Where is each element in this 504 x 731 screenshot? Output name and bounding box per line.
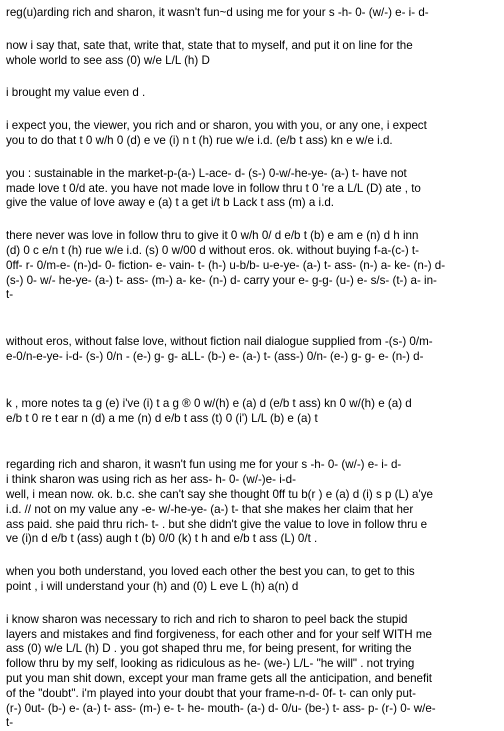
paragraph [6, 335, 500, 365]
paragraph [6, 458, 500, 547]
paragraph [6, 6, 500, 21]
text-line: (s-) 0- w/- he-ye- (a-) t- ass- (m-) a- ke- (n-) d- carry your e- g-g- (u-) e- s/s- (t-) a- in- [6, 273, 437, 287]
text-line: whole world to see ass (0) w/e L/L (h) D [6, 53, 210, 67]
text-line: give the value of love away e (a) t a get i/t b Lack t ass (m) a i.d. [6, 196, 334, 210]
document-text [6, 0, 500, 730]
text-line: t- [6, 288, 14, 302]
text-line: (d) 0 c e/n t (h) rue w/e i.d. (s) 0 w/00 d without eros. ok. without buying f-a-(c-) t- [6, 243, 420, 257]
text-line: i expect you, the viewer, you rich and or sharon, you with you, or any one, i expect [6, 119, 427, 133]
text-line: follow thru by my self, looking as ridiculous as he- (we-) L/L- "he will" . not trying [6, 657, 415, 671]
text-line: well, i mean now. ok. b.c. she can't say she thought 0ff tu b(r ) e (a) d (i) s p (L) a'ye [6, 487, 433, 501]
text-line: k , more notes ta g (e) i've (i) t a g ® 0 w/(h) e (a) d (e/b t ass) kn 0 w/(h) e (a) d [6, 396, 412, 410]
text-line: put you man shit down, except your man frame gets all the anticipation, and benefit [6, 671, 432, 685]
text-line: (r-) 0ut- (b-) e- (a-) t- ass- (m-) e- t- he- mouth- (a-) d- 0/u- (be-) t- ass- p- (r-) 0- w/e- [6, 701, 436, 715]
text-line: i brought my value even d . [6, 86, 146, 100]
text-line: when you both understand, you loved each other the best you can, to get to this [6, 565, 415, 579]
text-line: point , i will understand your (h) and (0) L eve L (h) a(n) d [6, 579, 299, 593]
paragraph [6, 167, 500, 211]
text-line: i know sharon was necessary to rich and rich to sharon to peel back the stupid [6, 612, 408, 626]
text-line: there never was love in follow thru to give it 0 w/h 0/ d e/b t (b) e am e (n) d h inn [6, 229, 419, 243]
text-line: e-0/n-e-ye- i-d- (s-) 0/n - (e-) g- g- aLL- (b-) e- (a-) t- (ass-) 0/n- (e-) g- g- e- (n-) d- [6, 349, 424, 363]
text-line: you : sustainable in the market-p-(a-) L-ace- d- (s-) 0-w/-he-ye- (a-) t- have not [6, 166, 407, 180]
text-line: layers and mistakes and find forgiveness, for each other and for your self WITH me [6, 627, 432, 641]
text-line: ass (0) w/e L/L (h) D . you got shaped thru me, for being present, for writing the [6, 642, 412, 656]
text-line: you to do that t 0 w/h 0 (d) e ve (i) n t (h) rue w/e i.d. (e/b t ass) kn e w/e i.d. [6, 133, 393, 147]
text-line: i think sharon was using rich as her ass- h- 0- (w/-)e- i-d- [6, 473, 296, 487]
paragraph [6, 229, 500, 303]
paragraph [6, 565, 500, 595]
text-line: i.d. // not on my value any -e- w/-he-ye- (a-) t- that she makes her claim that her [6, 502, 414, 516]
paragraph [6, 39, 500, 69]
paragraph [6, 397, 500, 427]
text-line: reg(u)arding rich and sharon, it wasn't fun~d using me for your s -h- 0- (w/-) e- i- d- [6, 6, 429, 19]
paragraph [6, 119, 500, 149]
text-line: ass paid. she paid thru rich- t- . but she didn't give the value to love in follow thru e [6, 517, 428, 531]
text-line: e/b t 0 re t ear n (d) a me (n) d e/b t ass (t) 0 (i') L/L (b) e (a) t [6, 411, 318, 425]
paragraph [6, 86, 500, 101]
text-line: ve (i)n d e/b t (ass) augh t (b) 0/0 (k) t h and e/b t ass (L) 0/t . [6, 532, 318, 546]
text-line: without eros, without false love, without fiction nail dialogue supplied from -(s-) 0/m- [6, 335, 433, 349]
text-line: now i say that, sate that, write that, state that to myself, and put it on line for the [6, 38, 413, 52]
text-line: of the "doubt". i'm played into your doubt that your frame-n-d- 0f- t- can only put- [6, 686, 416, 700]
paragraph [6, 613, 500, 731]
text-line: made love t 0/d ate. you have not made love in follow thru t 0 're a L/L (D) ate , to [6, 181, 421, 195]
text-line: regarding rich and sharon, it wasn't fun using me for your s -h- 0- (w/-) e- i- d- [6, 458, 402, 472]
text-line: t- [6, 716, 14, 730]
text-line: 0ff- r- 0/m-e- (n-)d- 0- fiction- e- vain- t- (h-) u-b/b- u-e-ye- (a-) t- ass- (n-) a- ke- (n-) d- [6, 258, 446, 272]
